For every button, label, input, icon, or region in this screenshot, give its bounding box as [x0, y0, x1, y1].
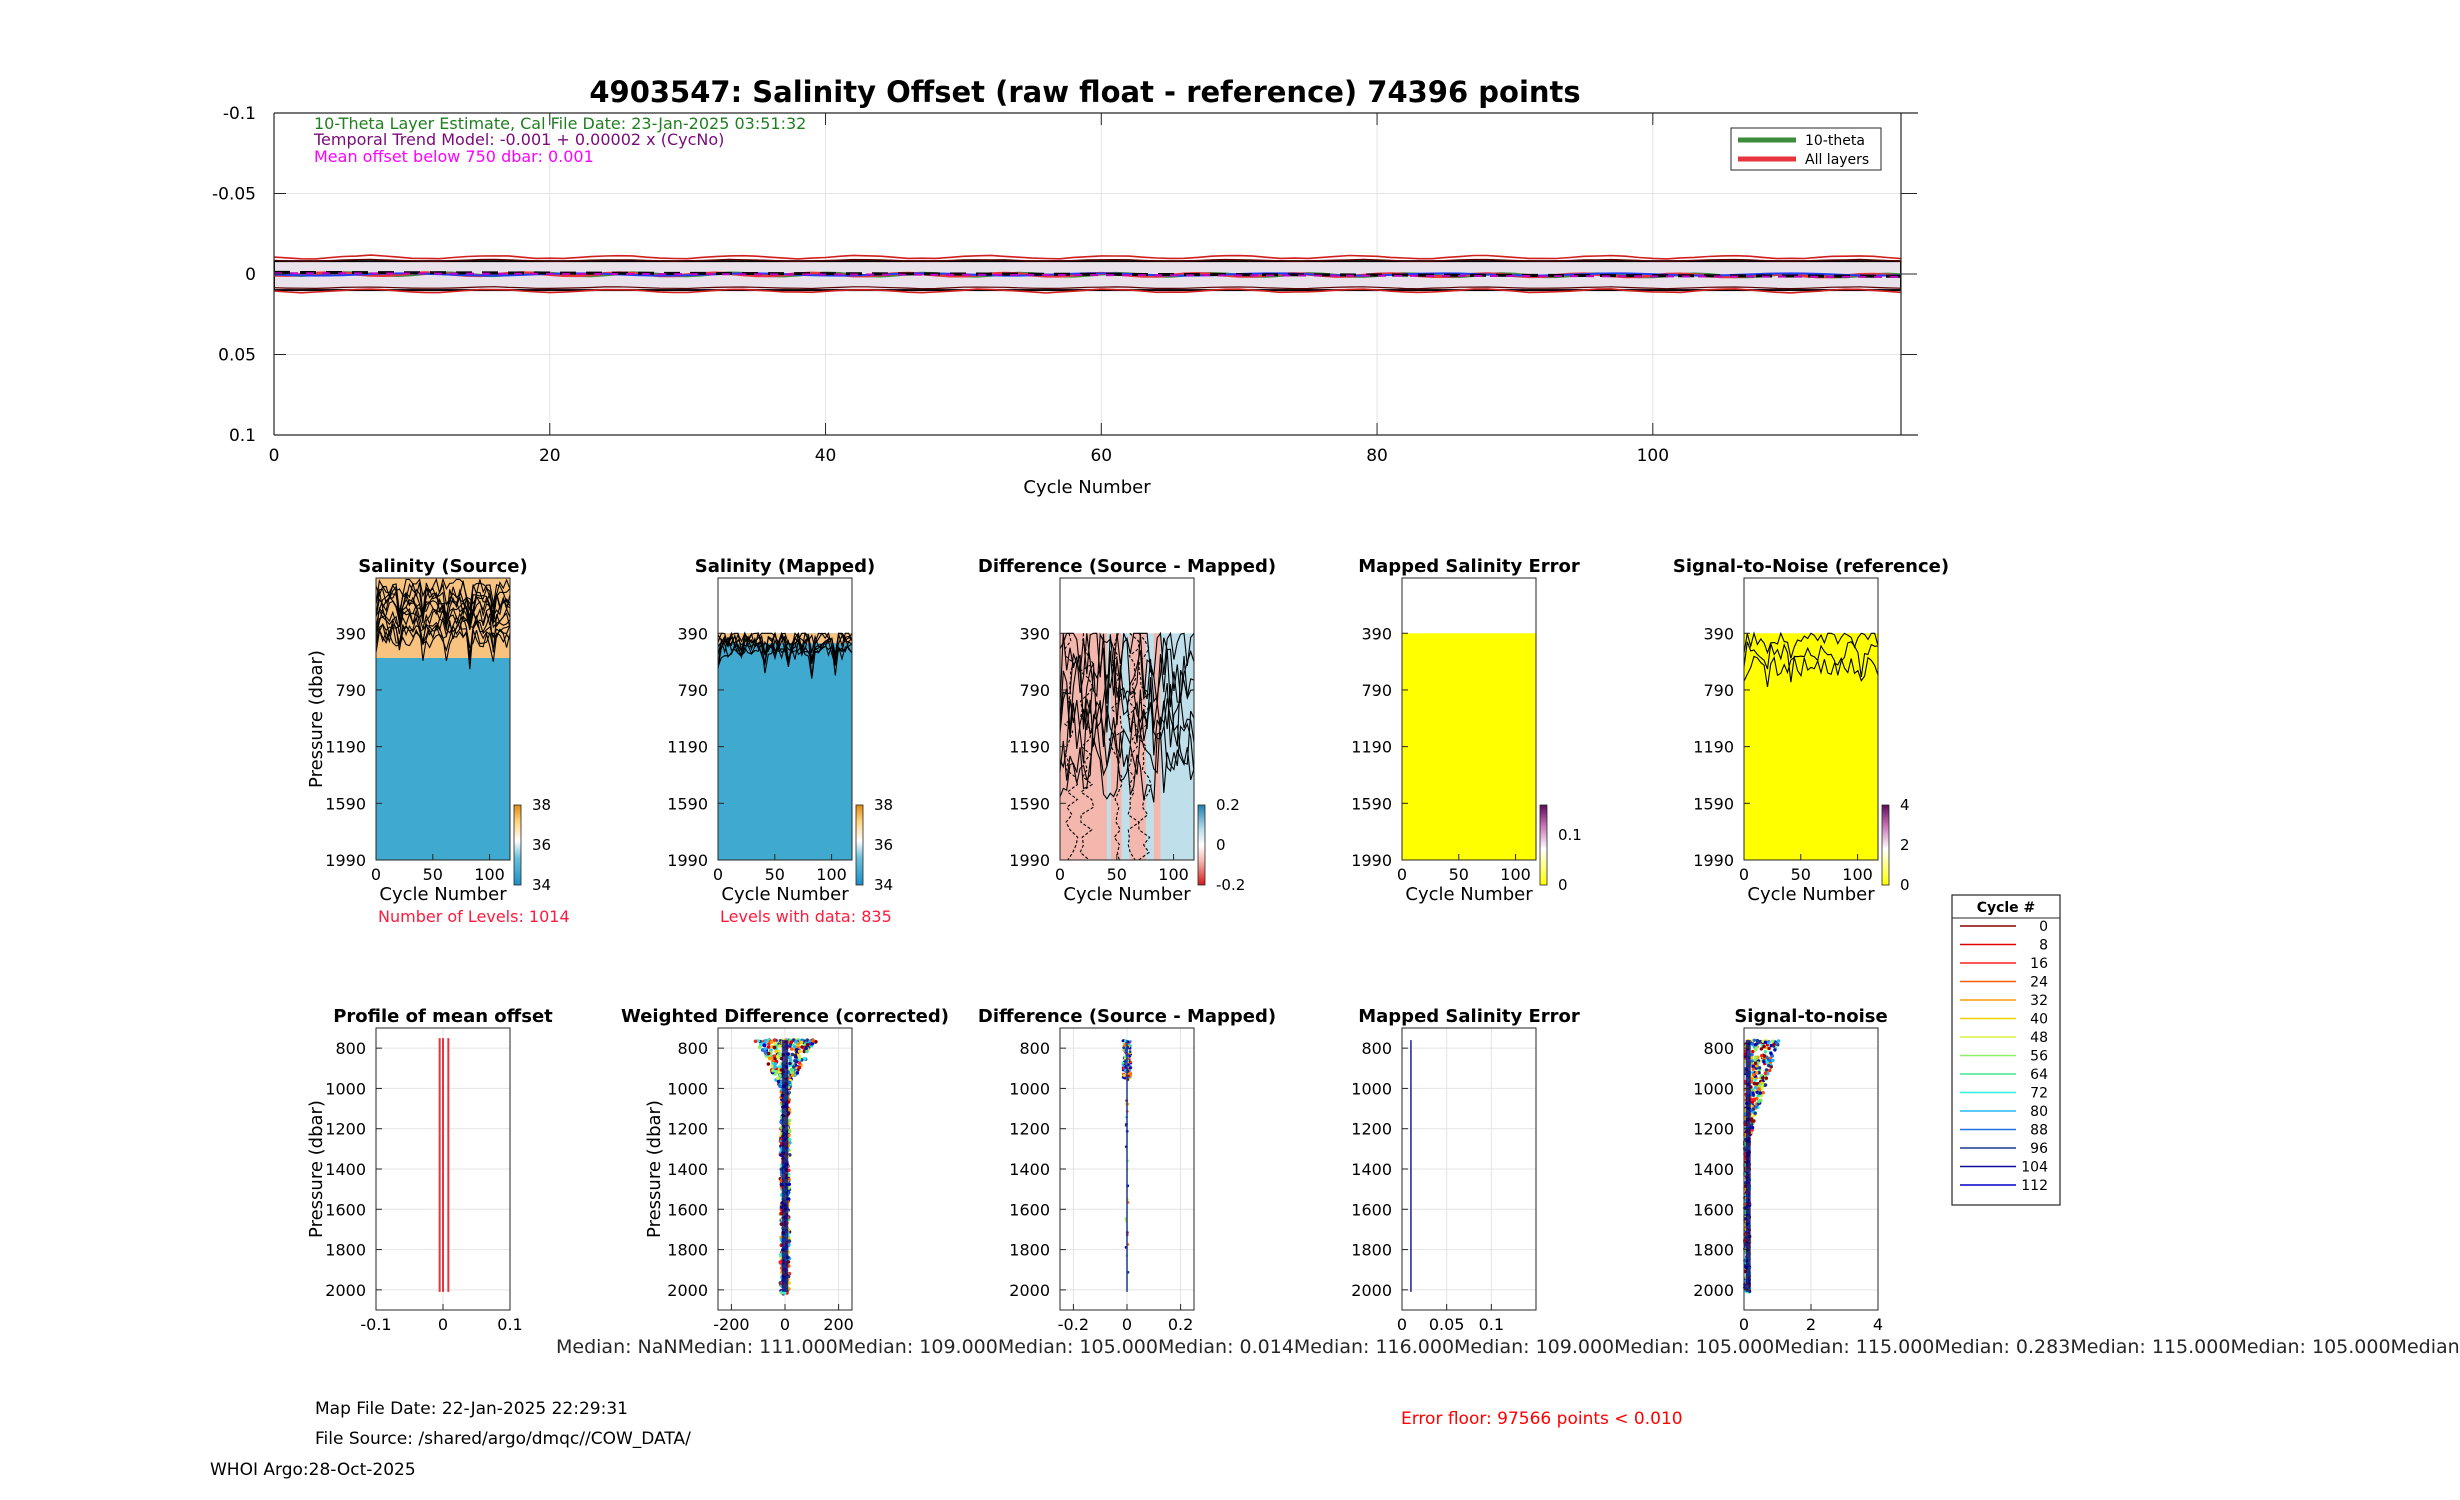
weighted-diff-point	[796, 1071, 800, 1075]
weighted-diff-point	[778, 1084, 782, 1088]
weighted-diff-point	[764, 1047, 768, 1051]
mid-ytick-label: 1190	[1351, 737, 1392, 757]
weighted-diff-point	[754, 1040, 758, 1044]
bottom-xtick-label: 0.1	[1478, 1315, 1505, 1334]
weighted-diff-point	[805, 1050, 809, 1054]
weighted-diff-point	[776, 1055, 780, 1059]
colorbar	[1882, 805, 1889, 885]
snr-point	[1777, 1039, 1780, 1042]
snr-point	[1752, 1073, 1755, 1076]
diff-point	[1122, 1046, 1125, 1049]
snr-point	[1754, 1056, 1757, 1059]
bottom-ytick-label: 1200	[1009, 1119, 1050, 1139]
mid-ytick-label: 1990	[1351, 851, 1392, 870]
snr-point	[1764, 1041, 1767, 1044]
colorbar-tick-label: -0.2	[1216, 876, 1246, 894]
snr-point	[1754, 1048, 1757, 1051]
bottom-xtick-label: 0	[1396, 1315, 1408, 1334]
bottom-xtick-label: -200	[713, 1315, 750, 1334]
bottom-ytick-label: 1600	[667, 1200, 708, 1220]
snr-point	[1771, 1059, 1774, 1062]
colorbar-tick-label: 2	[1900, 836, 1910, 854]
snr-point	[1760, 1047, 1763, 1050]
colorbar-tick-label: 0	[1558, 876, 1568, 894]
bottom-xtick-label: -0.1	[360, 1315, 392, 1334]
snr-point	[1772, 1043, 1775, 1046]
weighted-diff-point	[790, 1047, 794, 1051]
weighted-diff-point	[793, 1059, 797, 1063]
bottom-ylabel: Pressure (dbar)	[306, 1100, 327, 1238]
weighted-diff-point	[758, 1046, 762, 1050]
weighted-diff-point	[774, 1050, 778, 1054]
snr-point	[1753, 1079, 1756, 1082]
mid-ytick-label: 1990	[325, 851, 366, 870]
mid-ytick-label: 390	[335, 624, 366, 644]
snr-point	[1765, 1077, 1768, 1080]
colorbar	[1198, 805, 1205, 885]
weighted-diff-point	[768, 1057, 772, 1061]
bottom-panel-1	[306, 1006, 553, 1334]
bottom-ylabel: Pressure (dbar)	[644, 1100, 665, 1238]
mid-note: Number of Levels: 1014	[378, 907, 570, 926]
snr-point	[1767, 1047, 1770, 1050]
top-legend	[1731, 128, 1881, 170]
mid-ytick-label: 1590	[1693, 794, 1734, 814]
weighted-diff-point	[800, 1045, 804, 1049]
top-ytick-label: 0	[245, 265, 256, 285]
mid-panel-title: Salinity (Mapped)	[694, 556, 876, 577]
cycle-legend-entry: 0	[2039, 919, 2048, 935]
bottom-ytick-label: 1800	[1009, 1240, 1050, 1260]
weighted-diff-point	[798, 1050, 802, 1054]
snr-point	[1768, 1069, 1771, 1072]
bottom-ytick-label: 1400	[1009, 1160, 1050, 1179]
weighted-diff-point	[806, 1043, 810, 1047]
bottom-ytick-label: 1200	[1693, 1119, 1734, 1139]
cycle-legend-entry: 8	[2039, 937, 2048, 954]
cycle-legend-entry: 64	[2030, 1067, 2048, 1083]
mid-ytick-label: 1190	[1693, 737, 1734, 757]
weighted-diff-point	[811, 1039, 815, 1043]
colorbar-tick-label: 36	[532, 836, 552, 854]
mid-xtick-label: 0	[1396, 865, 1408, 884]
mid-xtick-label: 0	[1054, 865, 1066, 884]
weighted-diff-point	[794, 1040, 798, 1044]
cycle-legend-title: Cycle #	[1976, 900, 2036, 916]
weighted-diff-point	[774, 1062, 778, 1066]
mid-xtick-label: 50	[422, 865, 443, 884]
weighted-diff-point	[773, 1065, 777, 1069]
weighted-diff-point	[795, 1048, 799, 1052]
mid-panel-title: Mapped Salinity Error	[1358, 556, 1580, 577]
bottom-ytick-label: 2000	[1351, 1280, 1392, 1300]
bottom-ytick-label: 1400	[667, 1160, 708, 1179]
cycle-legend	[1952, 895, 2060, 1205]
bottom-xtick-label: 0	[1738, 1315, 1750, 1334]
colorbar	[1540, 805, 1547, 885]
bottom-row	[306, 1006, 1888, 1334]
bottom-ytick-label: 2000	[1693, 1280, 1734, 1300]
annotation-trend-model: Temporal Trend Model: -0.001 + 0.00002 x (CycNo)	[314, 130, 725, 149]
snr-point	[1754, 1062, 1757, 1065]
bottom-ytick-label: 1600	[1351, 1200, 1392, 1220]
weighted-diff-point	[777, 1080, 781, 1084]
snr-point	[1762, 1060, 1765, 1063]
colorbar-tick-label: 34	[532, 876, 552, 894]
bottom-ytick-label: 1000	[1351, 1079, 1392, 1099]
mid-xtick-label: 0	[370, 865, 382, 884]
mid-ytick-label: 1190	[1009, 737, 1050, 757]
mid-ytick-label: 1590	[1009, 794, 1050, 814]
snr-point	[1754, 1086, 1757, 1089]
diff-point	[1122, 1062, 1125, 1065]
bottom-ytick-label: 1200	[325, 1119, 366, 1139]
mid-panel-1	[306, 556, 570, 926]
cycle-legend-entry: 24	[2030, 974, 2048, 991]
cycle-legend-entry: 96	[2030, 1141, 2048, 1157]
cycle-legend-entry: 112	[2021, 1178, 2048, 1194]
mid-xlabel: Cycle Number	[1747, 884, 1875, 905]
mid-xtick-label: 0	[712, 865, 724, 884]
snr-point	[1761, 1086, 1764, 1089]
mid-ytick-label: 390	[1703, 624, 1734, 644]
snr-point	[1750, 1053, 1753, 1056]
bottom-ytick-label: 2000	[325, 1280, 366, 1300]
mid-ytick-label: 1590	[325, 794, 366, 814]
bottom-panel-title: Mapped Salinity Error	[1358, 1006, 1580, 1027]
bottom-panel-2	[621, 1006, 949, 1334]
snr-point	[1766, 1056, 1769, 1059]
bottom-xtick-label: -0.2	[1057, 1315, 1090, 1334]
heatmap-field	[718, 633, 852, 860]
cycle-legend-entry: 72	[2030, 1085, 2048, 1102]
weighted-diff-point	[788, 1130, 792, 1134]
snr-point	[1765, 1068, 1768, 1071]
snr-point	[1753, 1082, 1756, 1085]
snr-point	[1764, 1072, 1767, 1075]
annotation-mean-offset: Mean offset below 750 dbar: 0.001	[314, 147, 594, 166]
snr-point	[1764, 1083, 1767, 1086]
weighted-diff-point	[770, 1040, 774, 1044]
mid-ylabel: Pressure (dbar)	[306, 650, 327, 788]
bottom-ytick-label: 1800	[1351, 1240, 1392, 1260]
snr-point	[1760, 1082, 1763, 1085]
bottom-xtick-label: 4	[1872, 1315, 1884, 1334]
snr-point	[1755, 1105, 1758, 1108]
bottom-ytick-label: 1000	[1693, 1079, 1734, 1099]
diff-point	[1123, 1074, 1126, 1077]
top-ytick-label: 0.1	[228, 426, 256, 446]
cycle-legend-entry: 104	[2021, 1159, 2048, 1176]
bottom-panel-5	[1693, 1006, 1887, 1334]
bottom-xtick-label: 0.1	[497, 1315, 523, 1334]
top-xtick-label: 0	[268, 446, 280, 466]
top-xtick-label: 40	[814, 446, 837, 466]
mid-xtick-label: 50	[1448, 865, 1469, 884]
bottom-ytick-label: 1000	[1009, 1079, 1050, 1099]
bottom-ytick-label: 2000	[667, 1280, 708, 1300]
mid-ytick-label: 1190	[325, 737, 366, 757]
snr-point	[1754, 1043, 1757, 1046]
mid-xtick-label: 100	[474, 865, 505, 884]
snr-point	[1771, 1040, 1774, 1043]
top-xtick-label: 20	[538, 446, 561, 466]
diff-point	[1124, 1057, 1127, 1060]
bottom-ytick-label: 800	[1019, 1039, 1050, 1059]
mid-ytick-label: 390	[1361, 624, 1392, 644]
bottom-panel-title: Difference (Source - Mapped)	[977, 1006, 1277, 1027]
middle-row	[306, 556, 1949, 926]
bottom-xtick-label: 0	[437, 1315, 449, 1334]
mid-ytick-label: 790	[1361, 680, 1392, 700]
cycle-legend-entry: 88	[2030, 1122, 2048, 1139]
mid-xtick-label: 50	[1106, 865, 1127, 884]
colorbar	[514, 805, 521, 885]
snr-point	[1754, 1112, 1757, 1115]
weighted-diff-point	[764, 1051, 768, 1055]
snr-point	[1752, 1107, 1755, 1110]
bottom-ytick-label: 1600	[325, 1200, 366, 1220]
cycle-legend-entry: 56	[2030, 1048, 2048, 1065]
colorbar-tick-label: 0.1	[1558, 826, 1582, 844]
weighted-diff-point	[800, 1041, 804, 1045]
weighted-diff-point	[773, 1038, 777, 1042]
bottom-ytick-label: 1800	[325, 1240, 366, 1260]
diff-point	[1129, 1050, 1132, 1053]
colorbar	[856, 805, 863, 885]
bottom-panel-4	[1351, 1006, 1580, 1334]
weighted-diff-point	[767, 1045, 771, 1049]
snr-point	[1759, 1091, 1762, 1094]
colorbar-tick-label: 36	[874, 836, 894, 854]
map-file-date: Map File Date: 22-Jan-2025 22:29:31	[315, 1399, 628, 1419]
bottom-panel-3	[978, 1006, 1276, 1334]
bottom-panel-title: Signal-to-noise	[1734, 1006, 1888, 1027]
snr-point	[1751, 1042, 1754, 1045]
bottom-xtick-label: 0.2	[1167, 1315, 1194, 1334]
mid-xlabel: Cycle Number	[379, 884, 507, 905]
mid-ytick-label: 1590	[1351, 794, 1392, 814]
snr-point	[1751, 1126, 1754, 1129]
snr-point	[1764, 1050, 1767, 1053]
colorbar-tick-label: 34	[874, 876, 894, 894]
mid-ytick-label: 390	[677, 624, 708, 644]
bottom-panel-title: Profile of mean offset	[333, 1006, 553, 1027]
top-panel	[212, 75, 1918, 498]
weighted-diff-point	[794, 1055, 798, 1059]
bottom-ytick-label: 1000	[667, 1079, 708, 1099]
bottom-ytick-label: 1400	[1351, 1160, 1392, 1179]
bottom-ytick-label: 800	[1703, 1039, 1734, 1059]
snr-point	[1753, 1039, 1756, 1042]
weighted-diff-point	[771, 1069, 775, 1073]
snr-point	[1755, 1071, 1758, 1074]
bottom-xtick-label: 2	[1805, 1315, 1817, 1334]
mid-ytick-label: 1590	[667, 794, 708, 814]
snr-point	[1767, 1041, 1770, 1044]
mid-xtick-label: 100	[1842, 865, 1873, 884]
bottom-ytick-label: 1200	[667, 1119, 708, 1139]
weighted-diff-point	[791, 1053, 795, 1057]
heatmap-field	[1402, 633, 1536, 860]
bottom-ytick-label: 1600	[1009, 1200, 1050, 1220]
weighted-diff-point	[767, 1052, 771, 1056]
mid-panel-4	[1351, 556, 1582, 905]
weighted-diff-point	[773, 1046, 777, 1050]
diff-point	[1122, 1039, 1125, 1042]
mid-panel-5	[1673, 556, 1949, 905]
bottom-ytick-label: 1000	[325, 1079, 366, 1099]
top-xtick-label: 60	[1090, 446, 1113, 466]
medians-line: Median: NaNMedian: 111.000Median: 109.000Median: 105.000Median: 0.014Median: 116.000Median: 109.000Median: 105.000Median: 115.000Median: 0.283Median: 115.000Median: 105.000Median	[556, 1336, 2460, 1358]
weighted-diff-point	[797, 1054, 801, 1058]
weighted-diff-point	[767, 1062, 771, 1066]
bottom-panel-title: Weighted Difference (corrected)	[620, 1006, 950, 1027]
colorbar-tick-label: 0.2	[1216, 796, 1240, 814]
mid-panel-title: Signal-to-Noise (reference)	[1672, 556, 1950, 577]
colorbar-tick-label: 38	[532, 796, 552, 814]
mid-ytick-label: 1990	[667, 851, 708, 870]
error-floor: Error floor: 97566 points < 0.010	[1401, 1409, 1683, 1429]
snr-point	[1761, 1076, 1764, 1079]
mid-xlabel: Cycle Number	[1063, 884, 1191, 905]
colorbar-tick-label: 38	[874, 796, 894, 814]
mid-xtick-label: 50	[1790, 865, 1811, 884]
mid-panel-2	[667, 556, 893, 926]
snr-point	[1752, 1119, 1755, 1122]
mid-ytick-label: 1990	[1009, 851, 1050, 870]
mid-ytick-label: 390	[1019, 624, 1050, 644]
mid-xtick-label: 100	[1158, 865, 1189, 884]
weighted-diff-point	[774, 1041, 778, 1045]
bottom-ytick-label: 1800	[667, 1240, 708, 1260]
top-xtick-label: 100	[1636, 446, 1670, 466]
mid-ytick-label: 790	[677, 680, 708, 700]
mid-ytick-label: 790	[1703, 680, 1734, 700]
snr-core	[1746, 1040, 1751, 1292]
top-xtick-label: 80	[1366, 446, 1388, 466]
whoi-stamp: WHOI Argo:28-Oct-2025	[210, 1460, 416, 1480]
legend-10-theta: 10-theta	[1805, 133, 1865, 149]
annotation-cal-date: 10-Theta Layer Estimate, Cal File Date: 23-Jan-2025 03:51:32	[314, 114, 807, 133]
bottom-ytick-label: 800	[1361, 1039, 1392, 1059]
bottom-xtick-label: 200	[823, 1315, 854, 1334]
mid-ytick-label: 790	[1019, 680, 1050, 700]
bottom-ytick-label: 1400	[1693, 1160, 1734, 1179]
snr-point	[1762, 1045, 1765, 1048]
cycle-legend-entry: 16	[2030, 956, 2048, 972]
bottom-ytick-label: 800	[335, 1039, 366, 1059]
snr-point	[1773, 1048, 1776, 1051]
weighted-diff-point	[776, 1076, 780, 1080]
mid-ytick-label: 790	[335, 680, 366, 700]
mid-note: Levels with data: 835	[720, 907, 892, 926]
bottom-ytick-label: 1800	[1693, 1240, 1734, 1260]
legend-all-layers: All layers	[1805, 152, 1870, 168]
bottom-ytick-label: 1600	[1693, 1200, 1734, 1220]
mid-panel-3	[978, 556, 1276, 905]
top-ytick-label: -0.1	[222, 104, 256, 124]
mid-panel-title: Salinity (Source)	[358, 556, 528, 577]
snr-point	[1769, 1052, 1772, 1055]
bottom-ytick-label: 1400	[325, 1160, 366, 1179]
mid-ytick-label: 1990	[1693, 851, 1734, 870]
snr-point	[1770, 1065, 1773, 1068]
snr-point	[1753, 1098, 1756, 1101]
bottom-xtick-label: 0	[1121, 1315, 1133, 1334]
snr-point	[1760, 1054, 1763, 1057]
weighted-diff-core	[782, 1040, 788, 1292]
cycle-legend-entry: 80	[2030, 1104, 2048, 1120]
weighted-diff-point	[798, 1061, 802, 1065]
mid-panel-title: Difference (Source - Mapped)	[977, 556, 1277, 577]
mid-xlabel: Cycle Number	[721, 884, 849, 905]
mid-xtick-label: 0	[1738, 865, 1750, 884]
colorbar-tick-label: 4	[1900, 796, 1910, 814]
weighted-diff-point	[762, 1043, 766, 1047]
bottom-ytick-label: 2000	[1009, 1280, 1050, 1300]
top-xlabel: Cycle Number	[1023, 477, 1151, 498]
weighted-diff-point	[791, 1074, 795, 1078]
weighted-diff-point	[788, 1056, 792, 1060]
mid-xlabel: Cycle Number	[1405, 884, 1533, 905]
mid-xtick-label: 100	[816, 865, 847, 884]
bottom-xtick-label: 0.05	[1428, 1315, 1465, 1334]
snr-point	[1750, 1059, 1753, 1062]
bottom-ytick-label: 1200	[1351, 1119, 1392, 1139]
weighted-diff-point	[788, 1062, 792, 1066]
snr-point	[1752, 1068, 1755, 1071]
snr-point	[1758, 1040, 1761, 1043]
weighted-diff-point	[790, 1040, 794, 1044]
top-ytick-label: -0.05	[212, 184, 256, 205]
mid-xtick-label: 100	[1500, 865, 1531, 884]
snr-point	[1758, 1087, 1761, 1090]
bottom-ytick-label: 800	[677, 1039, 708, 1059]
mid-xtick-label: 50	[764, 865, 785, 884]
colorbar-tick-label: 0	[1900, 876, 1910, 894]
file-source: File Source: /shared/argo/dmqc//COW_DATA/	[315, 1429, 691, 1449]
cycle-legend-entry: 32	[2030, 993, 2048, 1009]
colorbar-tick-label: 0	[1216, 836, 1226, 854]
bottom-xtick-label: 0	[779, 1315, 791, 1334]
diff-point	[1129, 1066, 1132, 1069]
weighted-diff-point	[790, 1068, 794, 1072]
top-title: 4903547: Salinity Offset (raw float - reference) 74396 points	[589, 75, 1581, 109]
snr-point	[1757, 1100, 1760, 1103]
cycle-legend-entry: 40	[2030, 1011, 2048, 1028]
top-ytick-label: 0.05	[218, 345, 256, 366]
cycle-legend-entry: 48	[2030, 1030, 2048, 1046]
mid-ytick-label: 1190	[667, 737, 708, 757]
